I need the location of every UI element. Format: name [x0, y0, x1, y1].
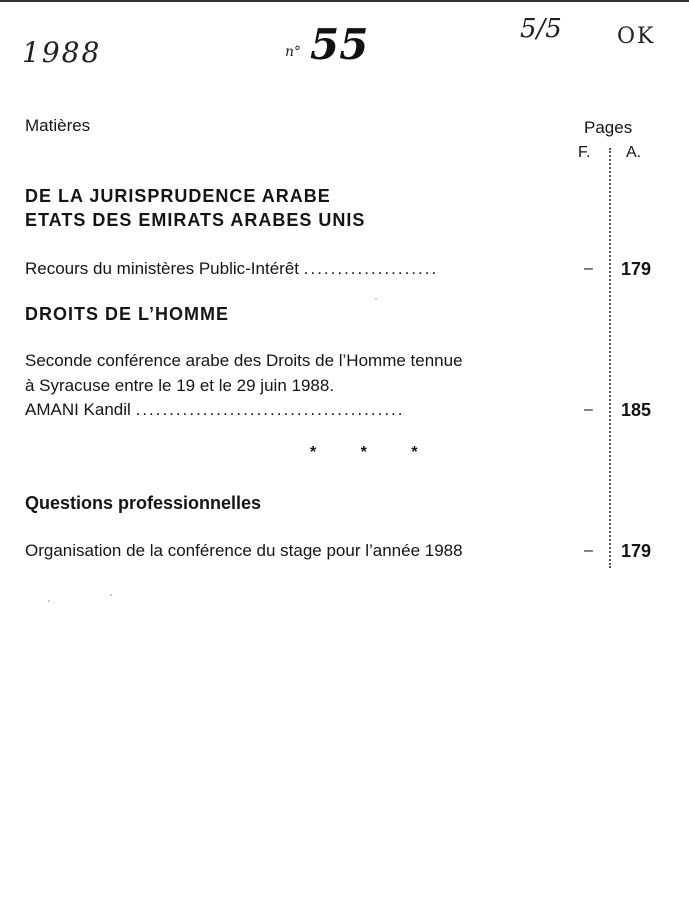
page-number: 179	[621, 259, 652, 279]
page-number: 179	[621, 541, 652, 561]
section-title-droits: DROITS DE L’HOMME	[25, 304, 230, 324]
column-a-label: A.	[626, 144, 642, 161]
section-title-questions: Questions professionnelles	[25, 493, 262, 513]
toc-entry-text: AMANI Kandil	[25, 400, 131, 419]
page-f-dash: –	[584, 401, 593, 418]
pages-label: Pages	[584, 118, 633, 137]
column-divider	[609, 148, 611, 568]
toc-entry-author	[25, 400, 405, 420]
column-label: Matières	[25, 116, 91, 135]
toc-entry-recours	[25, 259, 438, 279]
handwritten-fraction: 5/5	[520, 14, 562, 44]
scan-speck	[48, 600, 50, 602]
handwritten-number: 55	[310, 20, 369, 69]
toc-entry-line: à Syracuse entre le 19 et le 29 juin 1988.	[25, 376, 335, 395]
handwritten-ok: OK	[617, 24, 656, 49]
toc-entry-line: Seconde conférence arabe des Droits de l’Homme tennue	[25, 351, 463, 370]
toc-entry-organisation: Organisation de la conférence du stage pour l’année 1988	[25, 541, 463, 560]
page-number: 185	[621, 400, 652, 420]
handwritten-year: 1988	[22, 36, 102, 69]
top-border	[0, 0, 689, 2]
dot-leader: ........................................	[135, 400, 405, 419]
handwritten-number-prefix: n°	[285, 44, 302, 60]
page-f-dash: –	[584, 260, 593, 277]
section-title-jurisprudence: DE LA JURISPRUDENCE ARABE	[25, 186, 331, 206]
scan-speck	[110, 594, 112, 596]
section-subtitle-emirats: ETATS DES EMIRATS ARABES UNIS	[25, 210, 366, 230]
column-f-label: F.	[578, 144, 591, 161]
section-separator: * * *	[310, 444, 438, 461]
toc-entry-text: Recours du ministères Public-Intérêt	[25, 259, 300, 278]
scan-speck	[375, 298, 377, 300]
page-f-dash: –	[584, 542, 593, 559]
dot-leader: ....................	[303, 259, 439, 278]
